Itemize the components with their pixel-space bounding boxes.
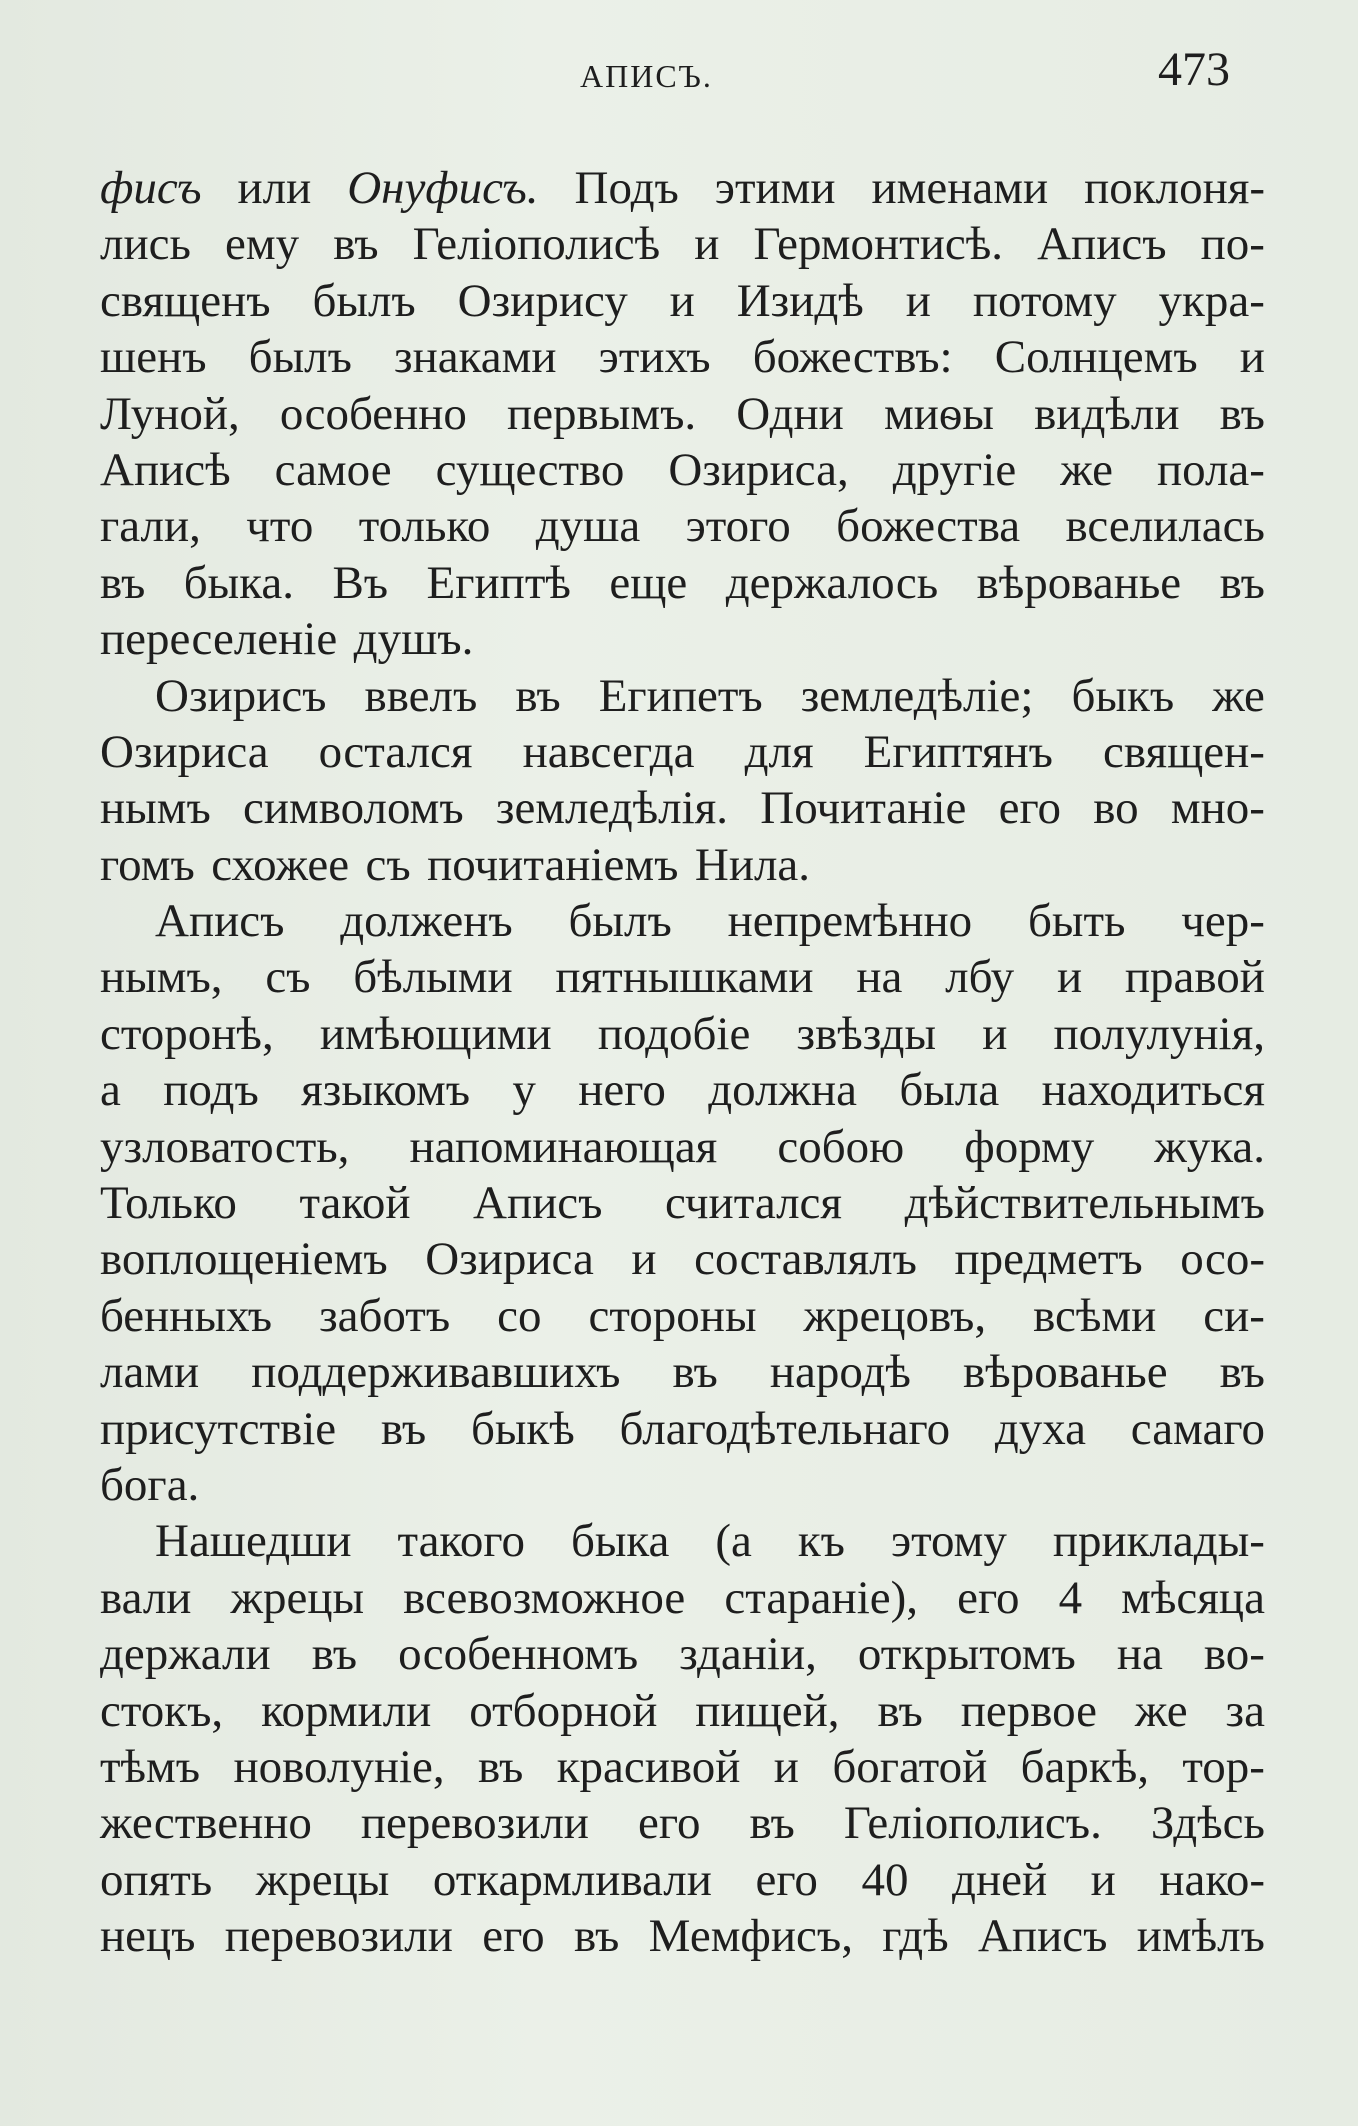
word: потому: [972, 274, 1117, 327]
word: быть: [1028, 895, 1126, 948]
word: и: [631, 1233, 657, 1286]
word: Аписъ: [155, 895, 285, 948]
word: этому: [890, 1515, 1007, 1568]
word: всевозможное: [403, 1571, 686, 1624]
word: и: [905, 274, 931, 327]
word: гдѣ: [882, 1910, 949, 1963]
word: жественно: [100, 1797, 312, 1850]
text-line: [100, 273, 1265, 329]
word: священ-: [1103, 725, 1265, 778]
word: Аписъ: [473, 1177, 603, 1230]
word: такой: [299, 1177, 411, 1230]
word: имѣющими: [319, 1007, 552, 1060]
word: народѣ: [769, 1346, 911, 1399]
word: Египтянъ: [863, 725, 1053, 778]
text-line: [100, 1231, 1265, 1287]
word: непремѣнно: [727, 895, 973, 948]
word: его: [755, 1853, 818, 1906]
text-line: [100, 949, 1265, 1005]
word: въ: [1219, 1346, 1265, 1399]
word: отборной: [469, 1684, 658, 1737]
text-line: [100, 1119, 1265, 1175]
word: гомъ: [100, 838, 195, 891]
running-head: АПИСЪ.: [580, 58, 713, 94]
word: Озирисъ: [155, 669, 327, 722]
word: стокъ,: [100, 1684, 224, 1737]
word: жрецовъ,: [803, 1289, 987, 1342]
word: въ: [380, 1402, 427, 1455]
word: переселеніе: [100, 613, 338, 666]
word: въ: [574, 1910, 620, 1963]
word: лами: [100, 1346, 200, 1399]
word: земледѣліе;: [800, 669, 1034, 722]
text-line: [100, 386, 1265, 442]
word: и: [1056, 951, 1083, 1004]
text-line: [100, 1683, 1265, 1739]
word: былъ: [312, 274, 416, 327]
word: подобіе: [597, 1007, 751, 1060]
word: къ: [797, 1515, 845, 1568]
word: во-: [1203, 1628, 1265, 1681]
word: у: [512, 1064, 536, 1117]
word: си-: [1203, 1289, 1265, 1342]
word: видѣли: [1034, 387, 1180, 440]
word: форму: [964, 1120, 1095, 1173]
text-line: [100, 837, 1265, 893]
word: же: [1060, 443, 1113, 496]
word: гали,: [100, 500, 201, 553]
word: же: [1212, 669, 1265, 722]
word: въ: [515, 669, 561, 722]
word: за: [1225, 1684, 1265, 1737]
word: 40: [861, 1853, 909, 1906]
text-line: [100, 1062, 1265, 1118]
word: укра-: [1158, 274, 1265, 327]
word: откармливали: [432, 1853, 712, 1906]
word: Озирису: [457, 274, 628, 327]
text-line: [100, 216, 1265, 272]
word: вселилась: [1065, 500, 1265, 553]
word: Одни: [736, 387, 844, 440]
text-line: [100, 1739, 1265, 1795]
word: его: [637, 1797, 701, 1850]
word: нако-: [1159, 1853, 1265, 1906]
word: составлялъ: [694, 1233, 917, 1286]
word: съ: [265, 951, 311, 1004]
text-line: [100, 780, 1265, 836]
word: фисъ: [100, 162, 202, 214]
word: бѣлыми: [353, 951, 513, 1004]
word: первое: [960, 1684, 1098, 1737]
word: быка: [570, 1515, 670, 1568]
word: присутствіе: [100, 1402, 337, 1455]
word: божества: [836, 500, 1021, 553]
word: его: [957, 1571, 1020, 1624]
word: собою: [777, 1120, 905, 1173]
word: Озириса,: [668, 443, 849, 496]
word: другіе: [892, 443, 1017, 496]
word: Аписъ: [977, 1910, 1108, 1963]
word: перевозили: [360, 1797, 589, 1850]
word: богатой: [832, 1740, 988, 1793]
word: поклоня-: [1084, 162, 1265, 214]
text-line: [100, 668, 1265, 724]
word: него: [578, 1064, 666, 1117]
word: Онуфисъ.: [347, 162, 539, 214]
word: лбу: [945, 951, 1015, 1004]
word: напоминающая: [409, 1120, 718, 1173]
page-number: 473: [1158, 43, 1230, 96]
word: такого: [397, 1515, 525, 1568]
word: Солнцемъ: [994, 331, 1198, 384]
word: Геліополисѣ: [412, 218, 661, 271]
word: въ: [1219, 387, 1265, 440]
word: или: [237, 162, 312, 214]
word: воплощеніемъ: [100, 1233, 388, 1286]
word: Египетъ: [598, 669, 763, 722]
word: почитаніемъ: [427, 838, 679, 891]
body-text: [100, 160, 1265, 1965]
text-line: [100, 1570, 1265, 1626]
word: миѳы: [883, 387, 994, 440]
text-line: [100, 1626, 1265, 1682]
word: Изидѣ: [736, 274, 864, 327]
word: жрецы: [255, 1853, 390, 1906]
word: а: [100, 1064, 121, 1117]
word: для: [744, 725, 814, 778]
word: въ: [672, 1346, 718, 1399]
word: Египтѣ: [426, 556, 571, 609]
word: нымъ: [100, 782, 211, 835]
word: перевозили: [224, 1910, 453, 1963]
word: душъ.: [353, 613, 474, 666]
word: символомъ: [243, 782, 464, 835]
word: бога.: [100, 1458, 200, 1511]
word: быкѣ: [470, 1402, 575, 1455]
word: стороны: [588, 1289, 757, 1342]
word: чер-: [1181, 895, 1265, 948]
word: (а: [715, 1515, 752, 1568]
word: Въ: [332, 556, 389, 609]
text-line: [100, 1513, 1265, 1569]
word: схожее: [211, 838, 350, 891]
text-line: [100, 1401, 1265, 1457]
text-line: [100, 1175, 1265, 1231]
word: и: [1239, 331, 1265, 384]
word: тор-: [1182, 1740, 1265, 1793]
word: Аписъ: [1037, 218, 1167, 271]
word: особенно: [279, 387, 467, 440]
word: стараніе),: [724, 1571, 919, 1624]
word: ему: [225, 218, 300, 271]
word: правой: [1124, 951, 1265, 1004]
word: этихъ: [598, 331, 711, 384]
word: звѣзды: [796, 1007, 937, 1060]
word: держали: [100, 1628, 271, 1681]
word: съ: [365, 838, 411, 891]
word: и: [773, 1740, 799, 1793]
word: сторонѣ,: [100, 1007, 274, 1060]
word: же: [1134, 1684, 1188, 1737]
word: Почитаніе: [760, 782, 967, 835]
word: Только: [100, 1177, 237, 1230]
word: первымъ.: [507, 387, 697, 440]
word: со: [497, 1289, 542, 1342]
word: только: [358, 500, 491, 553]
word: ввелъ: [364, 669, 478, 722]
word: Нила.: [694, 838, 811, 891]
word: осо-: [1180, 1233, 1265, 1286]
text-line: [100, 1344, 1265, 1400]
word: этими: [714, 162, 836, 214]
word: вали: [100, 1571, 192, 1624]
word: и: [1090, 1853, 1116, 1906]
word: шенъ: [100, 331, 207, 384]
word: въ: [333, 218, 379, 271]
text-line: [100, 1457, 1265, 1513]
word: божествъ:: [752, 331, 953, 384]
word: кормили: [261, 1684, 432, 1737]
word: считался: [665, 1177, 843, 1230]
word: долженъ: [340, 895, 513, 948]
word: вѣрованье: [962, 1346, 1168, 1399]
text-line: [100, 1908, 1265, 1964]
word: въ: [311, 1628, 358, 1681]
word: вѣрованье: [976, 556, 1182, 609]
word: былъ: [248, 331, 352, 384]
word: знаками: [394, 331, 557, 384]
word: быка.: [183, 556, 294, 609]
word: имѣлъ: [1136, 1910, 1265, 1963]
word: языкомъ: [301, 1064, 471, 1117]
word: жрецы: [230, 1571, 365, 1624]
text-line: [100, 1852, 1265, 1908]
word: мно-: [1170, 782, 1265, 835]
word: заботъ: [319, 1289, 451, 1342]
word: въ: [100, 556, 146, 609]
word: и: [694, 218, 720, 271]
word: красивой: [556, 1740, 741, 1793]
word: жука.: [1154, 1120, 1265, 1173]
word: зданіи,: [679, 1628, 817, 1681]
word: бенныхъ: [100, 1289, 273, 1342]
word: земледѣлія.: [495, 782, 729, 835]
word: существо: [435, 443, 625, 496]
word: мѣсяца: [1121, 1571, 1265, 1624]
word: открытомъ: [857, 1628, 1076, 1681]
word: самое: [274, 443, 392, 496]
word: Здѣсь: [1150, 1797, 1265, 1850]
word: еще: [609, 556, 688, 609]
paragraph: [100, 668, 1265, 894]
word: что: [246, 500, 314, 553]
paragraph: [100, 160, 1265, 668]
paragraph: [100, 1513, 1265, 1964]
word: пищей,: [695, 1684, 840, 1737]
text-line: [100, 893, 1265, 949]
word: Геліополисъ.: [843, 1797, 1102, 1850]
word: быкъ: [1071, 669, 1175, 722]
word: остался: [318, 725, 473, 778]
word: въ: [1219, 556, 1265, 609]
word: полулунія,: [1053, 1007, 1265, 1060]
word: на: [1116, 1628, 1163, 1681]
word: въ: [749, 1797, 795, 1850]
word: его: [482, 1910, 545, 1963]
word: подъ: [163, 1064, 259, 1117]
word: приклады-: [1052, 1515, 1265, 1568]
word: пола-: [1156, 443, 1265, 496]
word: узловатость,: [100, 1120, 350, 1173]
word: должна: [708, 1064, 857, 1117]
text-line: [100, 498, 1265, 554]
word: держалось: [725, 556, 939, 609]
word: духа: [994, 1402, 1087, 1455]
word: поддерживавшихъ: [251, 1346, 621, 1399]
word: въ: [478, 1740, 524, 1793]
word: на: [856, 951, 903, 1004]
word: предметъ: [954, 1233, 1143, 1286]
word: его: [998, 782, 1062, 835]
word: и: [669, 274, 695, 327]
text-line: [100, 611, 1265, 667]
word: 4: [1058, 1571, 1083, 1624]
text-line: [100, 1795, 1265, 1851]
text-line: [100, 1288, 1265, 1344]
word: новолуніе,: [233, 1740, 445, 1793]
word: именами: [871, 162, 1049, 214]
word: пятнышками: [555, 951, 814, 1004]
word: была: [899, 1064, 1000, 1117]
word: Подъ: [574, 162, 679, 214]
word: находиться: [1041, 1064, 1265, 1117]
paragraph: [100, 893, 1265, 1513]
word: Мемфисъ,: [648, 1910, 853, 1963]
word: Гермонтисѣ.: [753, 218, 1003, 271]
text-line: [100, 442, 1265, 498]
word: навсегда: [522, 725, 695, 778]
word: Нашедши: [155, 1515, 352, 1568]
word: этого: [685, 500, 791, 553]
text-line: [100, 160, 1265, 216]
text-line: [100, 724, 1265, 780]
word: въ: [877, 1684, 923, 1737]
word: лись: [100, 218, 191, 271]
word: по-: [1200, 218, 1265, 271]
word: Озириса: [425, 1233, 594, 1286]
word: баркѣ,: [1020, 1740, 1149, 1793]
word: Аписѣ: [100, 443, 231, 496]
word: во: [1093, 782, 1139, 835]
word: дѣйствительнымъ: [904, 1177, 1265, 1230]
word: Луной,: [100, 387, 240, 440]
word: тѣмъ: [100, 1740, 201, 1793]
text-line: [100, 329, 1265, 385]
word: дней: [952, 1853, 1048, 1906]
word: самаго: [1130, 1402, 1265, 1455]
word: душа: [535, 500, 641, 553]
word: благодѣтельнаго: [619, 1402, 951, 1455]
word: Озириса: [100, 725, 269, 778]
text-line: [100, 555, 1265, 611]
text-line: [100, 1006, 1265, 1062]
word: нымъ,: [100, 951, 223, 1004]
word: особенномъ: [398, 1628, 639, 1681]
word: всѣми: [1033, 1289, 1157, 1342]
word: былъ: [568, 895, 672, 948]
word: опять: [100, 1853, 213, 1906]
word: священъ: [100, 274, 271, 327]
word: нецъ: [100, 1910, 196, 1963]
word: и: [982, 1007, 1008, 1060]
